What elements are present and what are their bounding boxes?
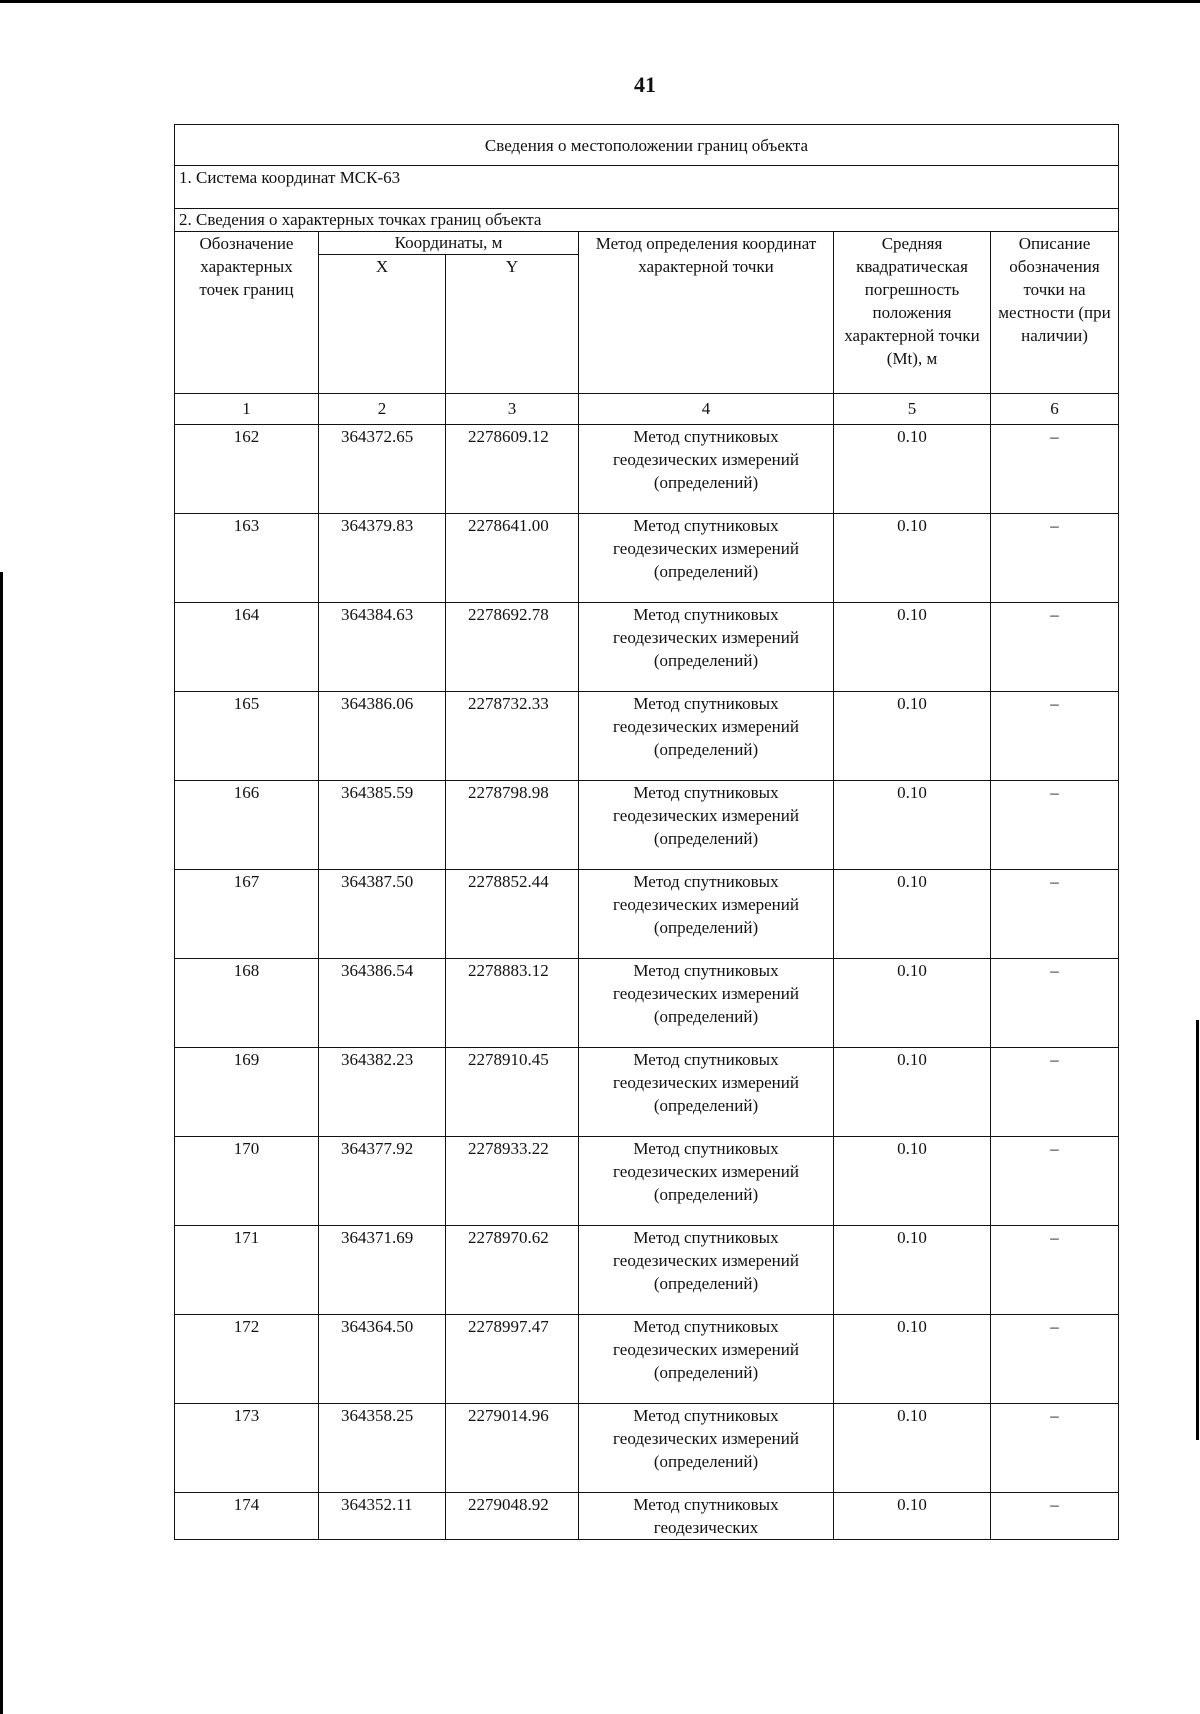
table-row (175, 781, 1119, 870)
description: – (991, 959, 1119, 1048)
coord-x: 364384.63 (319, 603, 446, 692)
coord-x: 364371.69 (319, 1226, 446, 1315)
scan-border-top (0, 0, 1200, 3)
header-error: Средняя квадратическая погрешность положения характерной точки (Mt), м (834, 232, 991, 394)
method: Метод спутниковых геодезических измерений (определений) (579, 870, 834, 959)
header-x: X (319, 255, 446, 394)
coord-y: 2278641.00 (446, 514, 579, 603)
point-id: 169 (175, 1048, 319, 1137)
mean-error: 0.10 (834, 870, 991, 959)
coord-x: 364364.50 (319, 1315, 446, 1404)
method: Метод спутниковых геодезических измерений (определений) (579, 1315, 834, 1404)
table-title: Сведения о местоположении границ объекта (175, 125, 1119, 166)
description: – (991, 1137, 1119, 1226)
mean-error: 0.10 (834, 781, 991, 870)
scan-border-right (1196, 1020, 1199, 1440)
coord-y: 2278910.45 (446, 1048, 579, 1137)
mean-error: 0.10 (834, 959, 991, 1048)
header-method: Метод определения координат характерной точки (579, 232, 834, 394)
header-description: Описание обозначения точки на местности (при наличии) (991, 232, 1119, 394)
method: Метод спутниковых геодезических измерений (определений) (579, 781, 834, 870)
column-number: 6 (991, 394, 1119, 425)
mean-error: 0.10 (834, 1315, 991, 1404)
header-coords: Координаты, м (319, 232, 579, 255)
mean-error: 0.10 (834, 692, 991, 781)
column-number: 5 (834, 394, 991, 425)
mean-error: 0.10 (834, 1404, 991, 1493)
description: – (991, 1315, 1119, 1404)
description: – (991, 425, 1119, 514)
point-id: 173 (175, 1404, 319, 1493)
coord-y: 2278883.12 (446, 959, 579, 1048)
table-row (175, 425, 1119, 514)
description: – (991, 781, 1119, 870)
point-id: 172 (175, 1315, 319, 1404)
coord-y: 2278933.22 (446, 1137, 579, 1226)
coord-y: 2278732.33 (446, 692, 579, 781)
table-row (175, 870, 1119, 959)
page-number: 41 (634, 72, 656, 97)
description: – (991, 1493, 1119, 1540)
coord-x: 364387.50 (319, 870, 446, 959)
header-y: Y (446, 255, 579, 394)
boundary-points-table (174, 124, 1119, 1540)
method: Метод спутниковых геодезических (579, 1493, 834, 1540)
method: Метод спутниковых геодезических измерений (определений) (579, 959, 834, 1048)
table-row (175, 1048, 1119, 1137)
table-row (175, 514, 1119, 603)
coord-y: 2279014.96 (446, 1404, 579, 1493)
table-row (175, 692, 1119, 781)
point-id: 168 (175, 959, 319, 1048)
mean-error: 0.10 (834, 1048, 991, 1137)
point-id: 165 (175, 692, 319, 781)
mean-error: 0.10 (834, 603, 991, 692)
coord-y: 2279048.92 (446, 1493, 579, 1540)
table-row (175, 1137, 1119, 1226)
method: Метод спутниковых геодезических измерений (определений) (579, 1404, 834, 1493)
method: Метод спутниковых геодезических измерений (определений) (579, 603, 834, 692)
description: – (991, 692, 1119, 781)
coord-y: 2278609.12 (446, 425, 579, 514)
method: Метод спутниковых геодезических измерений (определений) (579, 425, 834, 514)
point-id: 162 (175, 425, 319, 514)
coord-x: 364358.25 (319, 1404, 446, 1493)
mean-error: 0.10 (834, 1493, 991, 1540)
table-row (175, 1226, 1119, 1315)
description: – (991, 1048, 1119, 1137)
column-number: 1 (175, 394, 319, 425)
coord-x: 364386.06 (319, 692, 446, 781)
point-id: 166 (175, 781, 319, 870)
coord-x: 364372.65 (319, 425, 446, 514)
point-id: 174 (175, 1493, 319, 1540)
description: – (991, 603, 1119, 692)
section-title: 2. Сведения о характерных точках границ объекта (175, 209, 1119, 232)
description: – (991, 514, 1119, 603)
description: – (991, 1404, 1119, 1493)
table-row (175, 1493, 1119, 1540)
mean-error: 0.10 (834, 1226, 991, 1315)
coord-x: 364382.23 (319, 1048, 446, 1137)
description: – (991, 1226, 1119, 1315)
coord-x: 364379.83 (319, 514, 446, 603)
point-id: 167 (175, 870, 319, 959)
mean-error: 0.10 (834, 425, 991, 514)
point-id: 170 (175, 1137, 319, 1226)
description: – (991, 870, 1119, 959)
coord-x: 364386.54 (319, 959, 446, 1048)
method: Метод спутниковых геодезических измерений (определений) (579, 1048, 834, 1137)
coord-y: 2278692.78 (446, 603, 579, 692)
scan-border-left (0, 572, 3, 1714)
method: Метод спутниковых геодезических измерений (определений) (579, 692, 834, 781)
coord-x: 364352.11 (319, 1493, 446, 1540)
coord-y: 2278970.62 (446, 1226, 579, 1315)
coord-x: 364377.92 (319, 1137, 446, 1226)
coord-x: 364385.59 (319, 781, 446, 870)
method: Метод спутниковых геодезических измерений (определений) (579, 514, 834, 603)
coordinate-system: 1. Система координат МСК-63 (175, 166, 1119, 209)
header-point: Обозначение характерных точек границ (175, 232, 319, 394)
column-number: 4 (579, 394, 834, 425)
method: Метод спутниковых геодезических измерений (определений) (579, 1137, 834, 1226)
point-id: 163 (175, 514, 319, 603)
mean-error: 0.10 (834, 514, 991, 603)
point-id: 171 (175, 1226, 319, 1315)
table-row (175, 603, 1119, 692)
table-row (175, 1315, 1119, 1404)
column-number: 3 (446, 394, 579, 425)
table-row (175, 1404, 1119, 1493)
column-number: 2 (319, 394, 446, 425)
coord-y: 2278852.44 (446, 870, 579, 959)
coord-y: 2278997.47 (446, 1315, 579, 1404)
point-id: 164 (175, 603, 319, 692)
mean-error: 0.10 (834, 1137, 991, 1226)
table-row (175, 959, 1119, 1048)
coord-y: 2278798.98 (446, 781, 579, 870)
method: Метод спутниковых геодезических измерений (определений) (579, 1226, 834, 1315)
